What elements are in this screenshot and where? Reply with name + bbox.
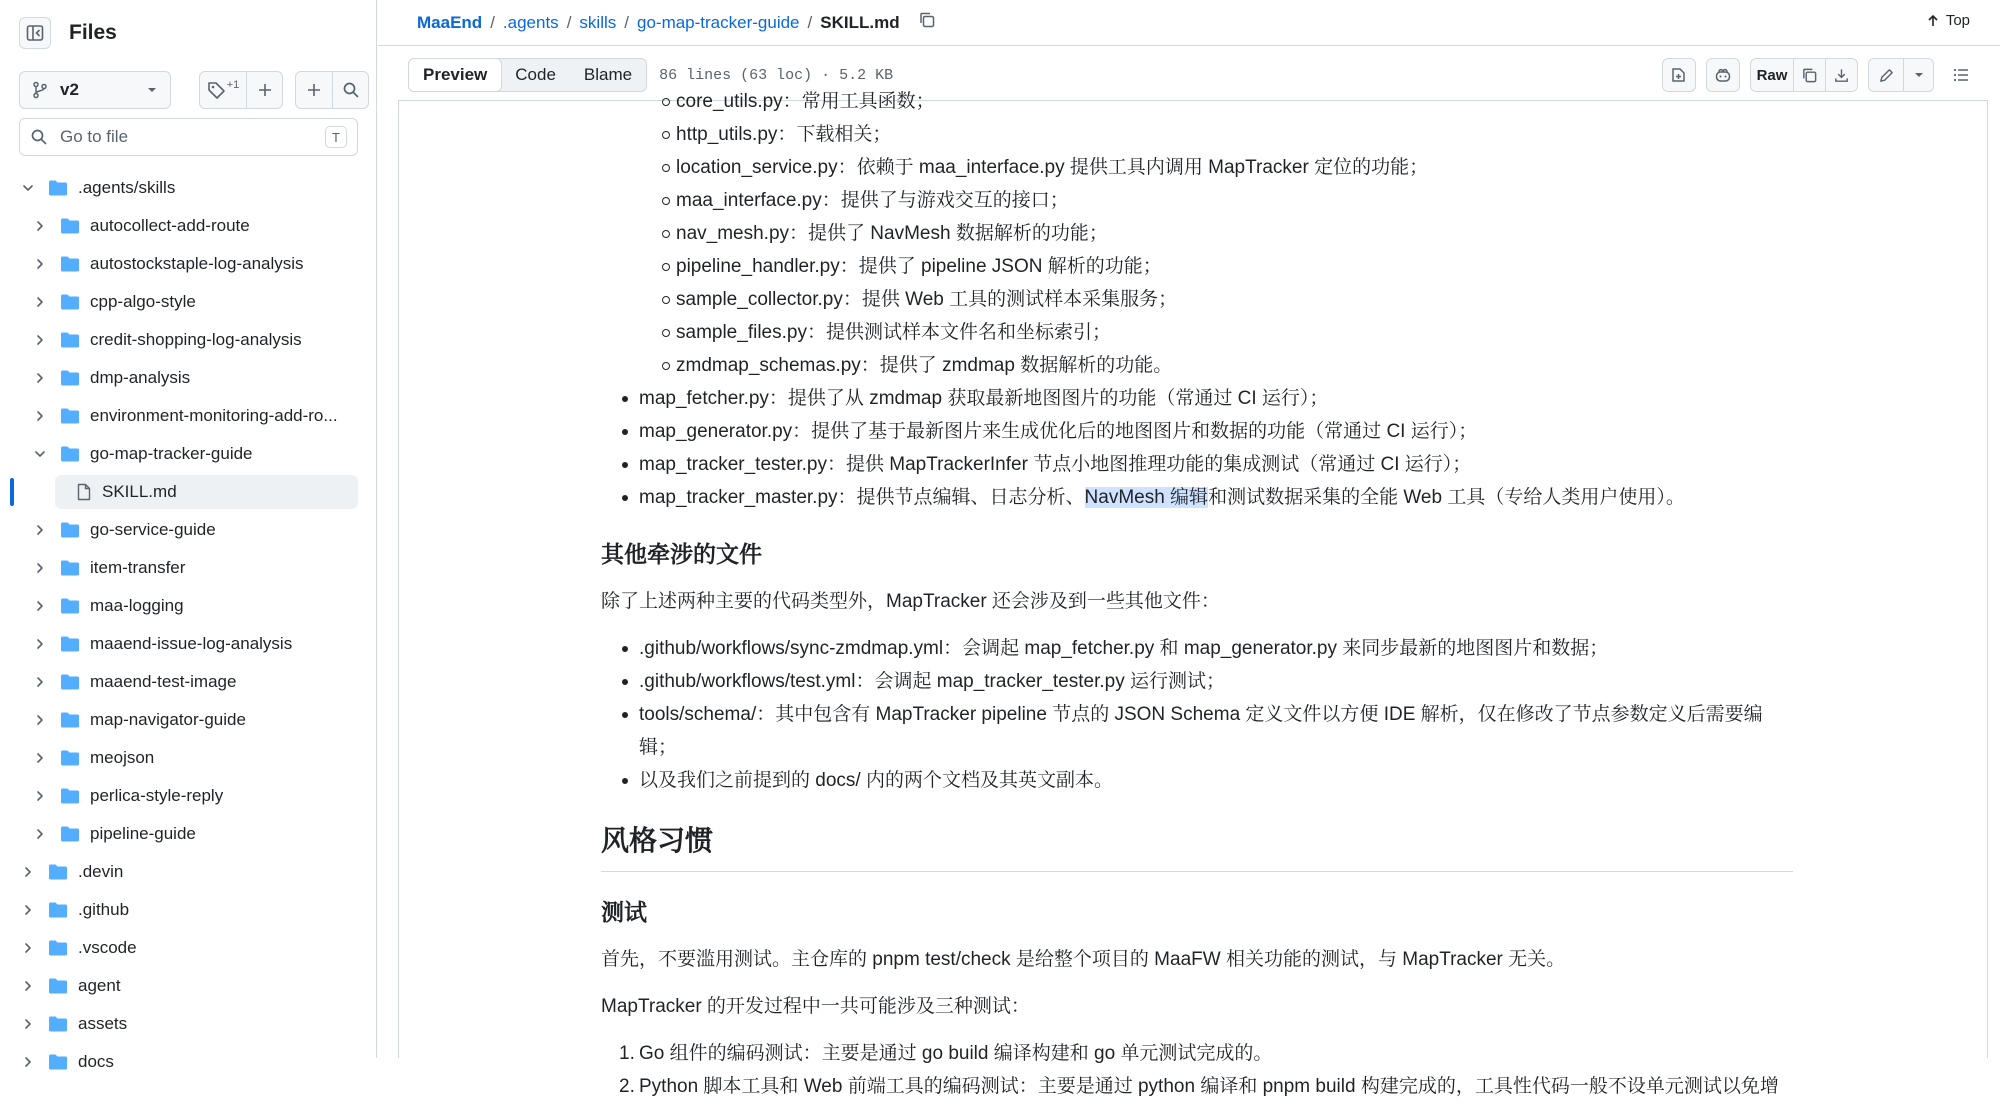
folder-icon xyxy=(60,597,80,615)
chevron-right-icon xyxy=(33,333,47,347)
tree-folder-item[interactable] xyxy=(0,435,376,473)
add-file-button[interactable] xyxy=(296,72,332,108)
tree-folder-item[interactable] xyxy=(0,701,376,739)
sidebar-collapse-icon xyxy=(25,23,45,43)
folder-icon xyxy=(60,787,80,805)
folder-icon xyxy=(60,825,80,843)
folder-icon xyxy=(60,749,80,767)
chevron-right-icon xyxy=(33,827,47,841)
list-item: pipeline_handler.py：提供了 pipeline JSON 解析的功能； xyxy=(601,250,1793,283)
tree-folder-item[interactable] xyxy=(0,739,376,777)
tag-button-group xyxy=(199,71,283,109)
plus-icon xyxy=(306,82,322,98)
list-item: map_tracker_tester.py：提供 MapTrackerInfer 节点小地图推理功能的集成测试（常通过 CI 运行）； xyxy=(601,448,1793,481)
tree-folder-item[interactable] xyxy=(0,929,376,967)
tree-folder-item[interactable] xyxy=(0,245,376,283)
list-item: .github/workflows/test.yml：会调起 map_tracker_tester.py 运行测试； xyxy=(601,665,1793,698)
chevron-right-icon xyxy=(33,561,47,575)
folder-icon xyxy=(60,217,80,235)
tree-item-label: assets xyxy=(78,1014,128,1033)
raw-button[interactable]: Raw xyxy=(1756,66,1788,84)
sidebar-controls xyxy=(19,71,369,109)
paragraph: 除了上述两种主要的代码类型外，MapTracker 还会涉及到一些其他文件： xyxy=(601,591,1220,612)
tree-item-label: .github xyxy=(78,900,130,919)
chevron-right-icon xyxy=(21,979,35,993)
file-actions-group xyxy=(295,71,369,109)
breadcrumb-current-file: SKILL.md xyxy=(820,12,900,32)
chevron-right-icon xyxy=(21,1017,35,1031)
sidebar-title: Files xyxy=(69,21,117,44)
tree-folder-item[interactable] xyxy=(0,397,376,435)
download-icon xyxy=(1833,67,1850,84)
list-item: map_fetcher.py：提供了从 zmdmap 获取最新地图图片的功能（常通过 CI 运行）； xyxy=(601,382,1793,415)
chevron-right-icon xyxy=(33,751,47,765)
folder-icon xyxy=(60,255,80,273)
tree-item-label: .agents/skills xyxy=(78,178,176,197)
list-item: zmdmap_schemas.py：提供了 zmdmap 数据解析的功能。 xyxy=(601,349,1793,382)
download-button[interactable] xyxy=(1825,59,1857,91)
go-to-file-input[interactable] xyxy=(19,118,358,156)
tree-item-label: autocollect-add-route xyxy=(90,216,250,235)
breadcrumb-repo-link[interactable]: MaaEnd xyxy=(417,12,483,32)
numbered-list-item xyxy=(601,1070,1793,1103)
markdown-content-frame xyxy=(398,91,1988,1097)
chevron-right-icon xyxy=(33,599,47,613)
markdown-body xyxy=(601,85,1793,1103)
folder-icon xyxy=(48,179,68,197)
tab-preview[interactable]: Preview xyxy=(408,58,502,92)
list-text: Go 组件的编码测试：主要是通过 go build 编译构建和 go 单元测试完成的。 xyxy=(639,1043,1273,1064)
breadcrumb-agents-link[interactable]: .agents xyxy=(502,12,559,32)
tag-badge: +1 xyxy=(226,79,240,91)
list-item: core_utils.py：常用工具函数； xyxy=(601,85,1793,118)
section-heading: 测试 xyxy=(601,899,647,925)
copy-icon xyxy=(1801,67,1818,84)
list-item: tools/schema/：其中包含有 MapTracker pipeline 节点的 JSON Schema 定义文件以方便 IDE 解析，仅在修改了节点参数定义后需要编辑； xyxy=(601,698,1793,764)
plus-icon xyxy=(257,82,273,98)
tree-folder-item[interactable] xyxy=(0,587,376,625)
edit-group xyxy=(1868,58,1934,92)
list-item: map_tracker_master.py：提供节点编辑、日志分析、NavMesh 编辑和测试数据采集的全能 Web 工具（专给人类用户使用）。 xyxy=(601,481,1793,514)
chevron-right-icon xyxy=(33,219,47,233)
paragraph: 首先，不要滥用测试。主仓库的 pnpm test/check 是给整个项目的 MaaFW 相关功能的测试，与 MapTracker 无关。 xyxy=(601,949,1566,970)
copy-icon xyxy=(918,11,936,29)
collapse-sidebar-button[interactable] xyxy=(19,17,51,49)
tree-folder-item[interactable] xyxy=(0,891,376,929)
tag-icon xyxy=(207,81,227,99)
list-item: .github/workflows/sync-zmdmap.yml：会调起 map_fetcher.py 和 map_generator.py 来同步最新的地图图片和数据； xyxy=(601,632,1793,665)
breadcrumb-skills-link[interactable]: skills xyxy=(579,12,617,32)
tree-item-label: .vscode xyxy=(78,938,137,957)
file-tree-sidebar xyxy=(0,0,377,1071)
chevron-right-icon xyxy=(21,941,35,955)
list-item: http_utils.py：下载相关； xyxy=(601,118,1793,151)
file-add-icon xyxy=(1670,66,1688,84)
tree-item-label: environment-monitoring-add-ro... xyxy=(90,406,338,425)
folder-icon xyxy=(60,635,80,653)
chevron-right-icon xyxy=(33,257,47,271)
chevron-right-icon xyxy=(33,675,47,689)
test-types-list xyxy=(601,1037,1793,1103)
git-branch-icon xyxy=(32,81,48,99)
numbered-list-item xyxy=(601,1037,1793,1070)
list-item: location_service.py：依赖于 maa_interface.py 提供工具内调用 MapTracker 定位的功能； xyxy=(601,151,1793,184)
tree-item-label: map-navigator-guide xyxy=(90,710,246,729)
list-item: nav_mesh.py：提供了 NavMesh 数据解析的功能； xyxy=(601,217,1793,250)
edit-file-button[interactable] xyxy=(1869,59,1903,91)
module-list xyxy=(601,382,1793,481)
section-heading: 风格习惯 xyxy=(601,821,1793,872)
tree-folder-item[interactable] xyxy=(0,207,376,245)
tree-folder-item[interactable] xyxy=(0,359,376,397)
list-item: maa_interface.py：提供了与游戏交互的接口； xyxy=(601,184,1793,217)
folder-icon xyxy=(48,901,68,919)
pencil-icon xyxy=(1878,67,1895,84)
list-number: 2. xyxy=(619,1076,635,1097)
tree-item-label: maa-logging xyxy=(90,596,184,615)
section-heading: 其他牵涉的文件 xyxy=(601,541,762,567)
file-icon xyxy=(76,483,92,501)
tree-item-label: pipeline-guide xyxy=(90,824,196,843)
top-label: Top xyxy=(1945,12,1970,29)
arrow-up-icon xyxy=(1926,14,1940,28)
chevron-right-icon xyxy=(21,1055,35,1069)
folder-icon xyxy=(60,673,80,691)
folder-icon xyxy=(48,939,68,957)
list-item: sample_collector.py：提供 Web 工具的测试样本采集服务； xyxy=(601,283,1793,316)
chevron-down-icon xyxy=(21,181,35,195)
breadcrumb-bar xyxy=(378,0,2000,46)
tree-folder-item[interactable] xyxy=(0,815,376,853)
tree-item-label: credit-shopping-log-analysis xyxy=(90,330,302,349)
back-to-top-link[interactable] xyxy=(1926,12,1970,29)
tags-button[interactable] xyxy=(200,72,246,108)
tree-item-label: go-service-guide xyxy=(90,520,216,539)
tree-folder-item[interactable] xyxy=(0,625,376,663)
list-number: 1. xyxy=(619,1043,635,1064)
keyboard-shortcut-hint: T xyxy=(325,126,347,148)
tree-item-label: agent xyxy=(78,976,121,995)
folder-icon xyxy=(48,863,68,881)
folder-icon xyxy=(60,521,80,539)
tab-blame[interactable]: Blame xyxy=(583,65,633,84)
chevron-right-icon xyxy=(33,371,47,385)
tree-file-item[interactable] xyxy=(0,473,376,511)
search-icon xyxy=(30,128,48,146)
folder-icon xyxy=(48,1053,68,1071)
go-to-file-placeholder: Go to file xyxy=(60,127,129,146)
folder-icon xyxy=(60,559,80,577)
tree-folder-item[interactable] xyxy=(0,511,376,549)
tree-item-label: maaend-issue-log-analysis xyxy=(90,634,293,653)
list-unordered-icon xyxy=(1952,66,1970,84)
breadcrumb: MaaEnd / .agents / skills / go-map-tracker-guide / SKILL.md xyxy=(417,12,900,32)
sidebar-header xyxy=(19,17,117,49)
folder-icon xyxy=(60,293,80,311)
tree-folder-item[interactable] xyxy=(0,169,376,207)
chevron-right-icon xyxy=(33,523,47,537)
edit-options-button[interactable] xyxy=(1903,59,1933,91)
branch-selector[interactable] xyxy=(19,71,171,109)
folder-icon xyxy=(60,711,80,729)
list-item: 以及我们之前提到的 docs/ 内的两个文档及其英文副本。 xyxy=(601,764,1793,797)
folder-icon xyxy=(60,445,80,463)
search-icon xyxy=(342,81,360,99)
list-text: Python 脚本工具和 Web 前端工具的编码测试：主要是通过 python 编译和 pnpm build 构建完成的，工具性代码一般不设单元测试以免增 xyxy=(639,1076,1779,1097)
text-selection-highlight: NavMesh 编辑 xyxy=(1084,487,1209,508)
copy-path-button[interactable] xyxy=(918,11,936,34)
tree-folder-item[interactable] xyxy=(0,853,376,891)
file-meta: 86 lines (63 loc) · 5.2 KB xyxy=(659,66,894,84)
tree-item-label: autostockstaple-log-analysis xyxy=(90,254,304,273)
breadcrumb-folder-link[interactable]: go-map-tracker-guide xyxy=(637,12,800,32)
tree-folder-item[interactable] xyxy=(0,1043,376,1081)
chevron-down-icon xyxy=(33,447,47,461)
other-files-list xyxy=(601,632,1793,797)
chevron-right-icon xyxy=(33,713,47,727)
tree-item-label: maaend-test-image xyxy=(90,672,237,691)
list-item: sample_files.py：提供测试样本文件名和坐标索引； xyxy=(601,316,1793,349)
tree-folder-item[interactable] xyxy=(0,777,376,815)
chevron-right-icon xyxy=(33,789,47,803)
chevron-right-icon xyxy=(33,637,47,651)
folder-icon xyxy=(48,1015,68,1033)
folder-icon xyxy=(60,369,80,387)
search-files-button[interactable] xyxy=(332,72,368,108)
caret-down-icon xyxy=(146,84,158,96)
list-item: map_generator.py：提供了基于最新图片来生成优化后的地图图片和数据的功能（常通过 CI 运行）； xyxy=(601,415,1793,448)
folder-icon xyxy=(60,331,80,349)
module-list-cont xyxy=(601,481,1793,514)
tree-item-label: go-map-tracker-guide xyxy=(90,444,253,463)
tree-item-label: .devin xyxy=(78,862,124,881)
outline-button[interactable] xyxy=(1944,58,1978,92)
caret-down-icon xyxy=(1913,69,1925,81)
folder-icon xyxy=(48,977,68,995)
tree-item-label: perlica-style-reply xyxy=(90,786,224,805)
folder-icon xyxy=(60,407,80,425)
add-tag-button[interactable] xyxy=(246,72,282,108)
file-tree xyxy=(0,169,376,1081)
tree-folder-item[interactable] xyxy=(0,549,376,587)
tree-folder-item[interactable] xyxy=(0,663,376,701)
paragraph: MapTracker 的开发过程中一共可能涉及三种测试： xyxy=(601,996,1030,1017)
tree-item-label: meojson xyxy=(90,748,155,767)
copy-raw-button[interactable] xyxy=(1793,59,1825,91)
tree-folder-item[interactable] xyxy=(0,283,376,321)
tree-item-label: dmp-analysis xyxy=(90,368,191,387)
chevron-right-icon xyxy=(21,865,35,879)
copilot-icon xyxy=(1714,66,1732,84)
tree-folder-item[interactable] xyxy=(0,1005,376,1043)
tree-folder-item[interactable] xyxy=(0,967,376,1005)
tree-item-label: item-transfer xyxy=(90,558,186,577)
chevron-right-icon xyxy=(21,903,35,917)
chevron-right-icon xyxy=(33,295,47,309)
module-sublist xyxy=(601,85,1793,382)
chevron-right-icon xyxy=(33,409,47,423)
tree-item-label: docs xyxy=(78,1052,114,1071)
tree-folder-item[interactable] xyxy=(0,321,376,359)
tree-item-label: SKILL.md xyxy=(102,482,177,501)
branch-name: v2 xyxy=(60,80,79,99)
tree-item-label: cpp-algo-style xyxy=(90,292,196,311)
tab-code[interactable]: Code xyxy=(515,65,556,84)
